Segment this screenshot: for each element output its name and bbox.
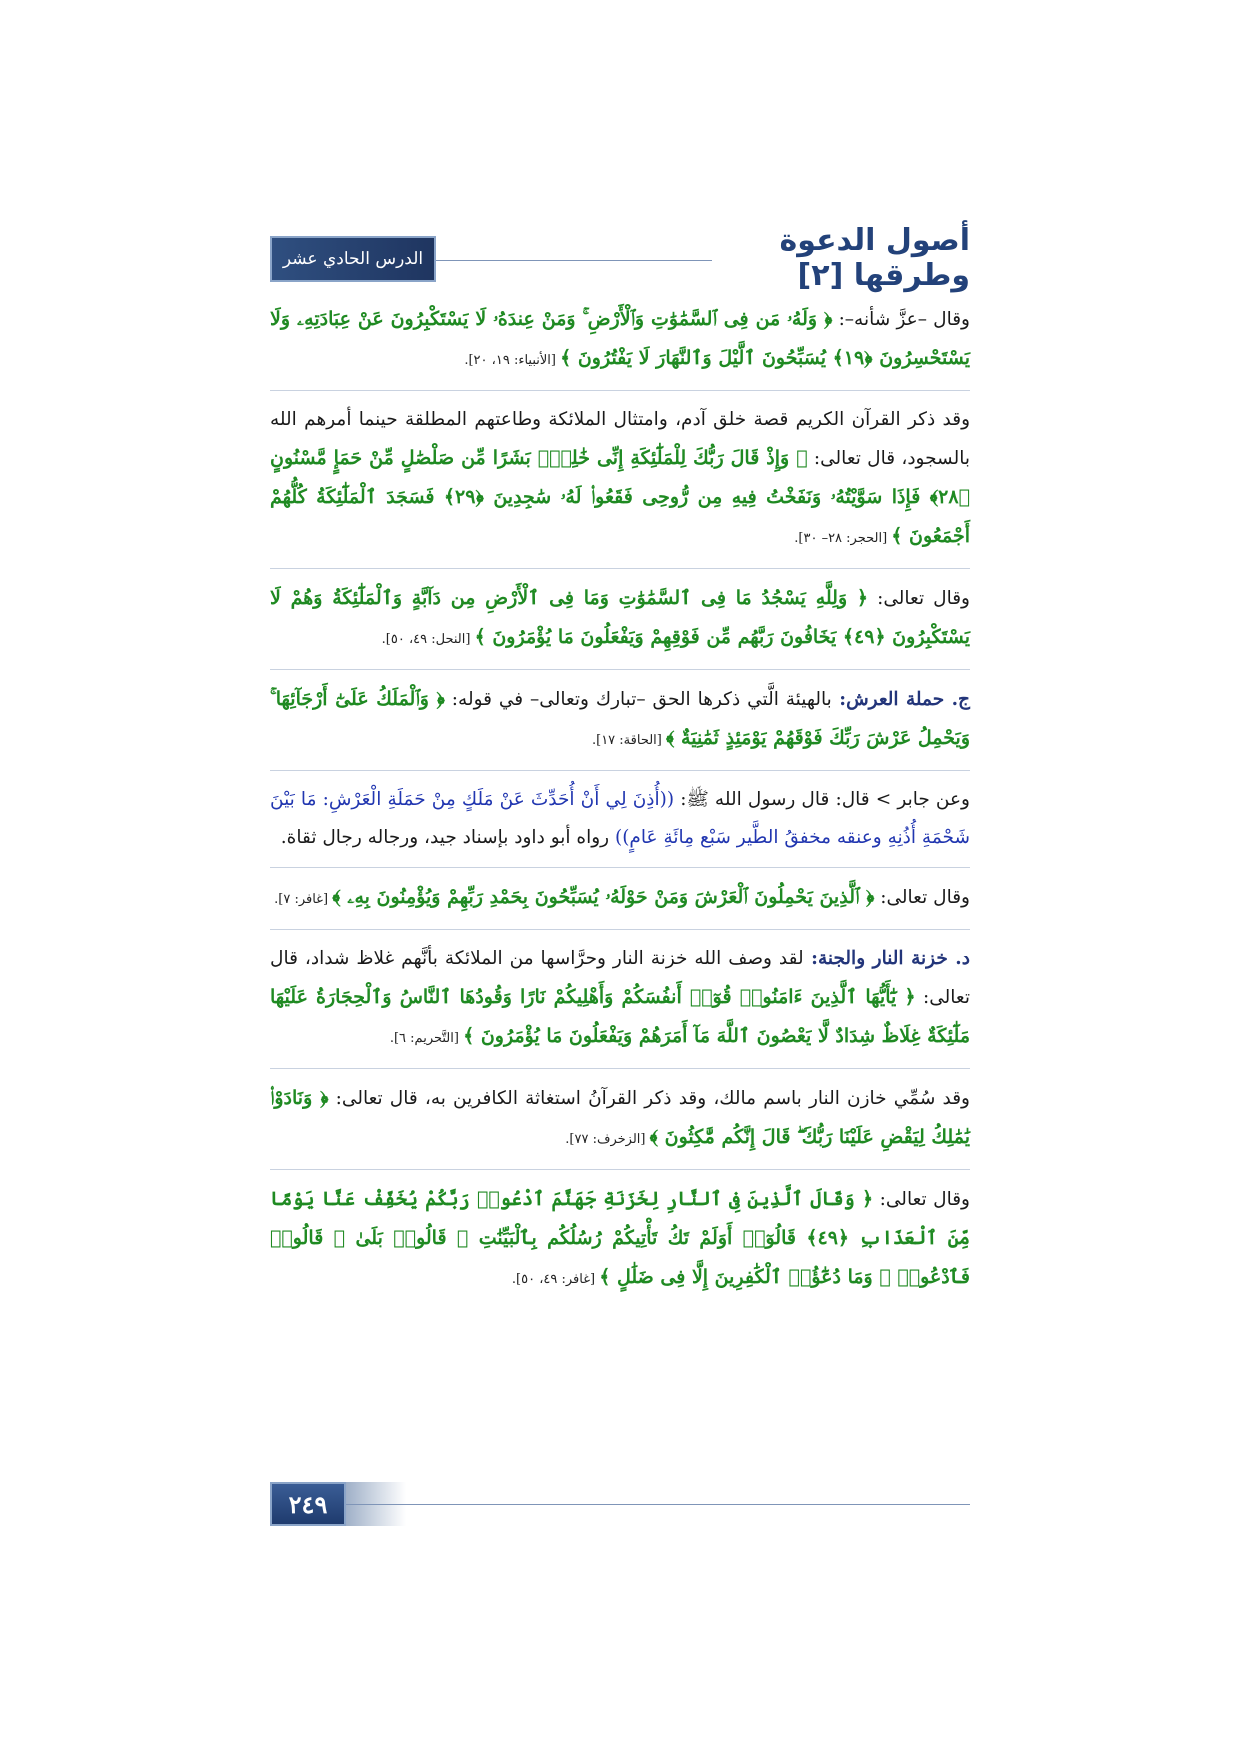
paragraph-text: لقد وصف الله خزنة النار وحرَّاسها من الملائكة بأنَّهم غلاظ شداد، قال تعالى:	[270, 948, 970, 1008]
quran-verse: ﴿ ٱلَّذِينَ يَحْمِلُونَ ٱلْعَرْشَ وَمَنْ حَوْلَهُۥ يُسَبِّحُونَ بِحَمْدِ رَبِّهِمْ وَيُؤْمِنُونَ بِهِۦ ﴾	[332, 886, 875, 908]
paragraph-malik	[270, 1068, 970, 1159]
paragraph-keepers	[270, 929, 970, 1058]
footer-divider	[346, 1504, 970, 1505]
paragraph-text: وقال تعالى:	[873, 1189, 970, 1210]
page-header	[270, 223, 970, 293]
page-footer	[270, 1480, 970, 1530]
page-number: ٢٤٩	[288, 1489, 328, 1519]
verse-reference: [الحاقة: ١٧].	[591, 733, 666, 748]
page-content	[270, 300, 970, 1309]
lesson-label: الدرس الحادي عشر	[282, 249, 424, 269]
quran-verse: ﴿ وَقَالَ ٱلَّذِينَ فِى ٱلنَّارِ لِخَزَنَةِ جَهَنَّمَ ٱدْعُوا۟ رَبَّكُمْ يُخَفِّفْ عَنَّا يَوْمًا مِّنَ ٱلْعَذَابِ ﴿٤٩﴾ قَالُوٓا۟ أَوَلَمْ تَكُ تَأْتِيكُمْ رُسُلُكُم بِٱلْبَيِّنَٰتِ ۖ قَالُوا۟ بَلَىٰ ۚ قَالُوا۟ فَٱدْعُوا۟ ۗ وَمَا دُعَٰٓؤُا۟ ٱلْكَٰفِرِينَ إِلَّا فِى ضَلَٰلٍ ﴾	[270, 1188, 971, 1288]
paragraph-anbiya	[270, 300, 970, 380]
verse-reference: [الأنبياء: ١٩، ٢٠].	[464, 353, 561, 368]
paragraph-text: وقال –عزَّ شأنه–:	[832, 309, 970, 330]
verse-reference: [الزخرف: ٧٧].	[565, 1132, 650, 1147]
page-number-box	[270, 1482, 346, 1526]
verse-reference: [الحجر: ٢٨– ٣٠].	[794, 531, 892, 546]
paragraph-ghafir-7	[270, 867, 970, 919]
quran-verse: ﴿ وَلَهُۥ مَن فِى ٱلسَّمَٰوَٰتِ وَٱلْأَرْضِ ۚ وَمَنْ عِندَهُۥ لَا يَسْتَكْبِرُونَ عَنْ عِبَادَتِهِۦ وَلَا يَسْتَحْسِرُونَ ﴿١٩﴾ يُسَبِّحُونَ ٱلَّيْلَ وَٱلنَّهَارَ لَا يَفْتُرُونَ ﴾	[270, 308, 970, 369]
quran-verse: ﴿ وَلِلَّهِ يَسْجُدُ مَا فِى ٱلسَّمَٰوَٰتِ وَمَا فِى ٱلْأَرْضِ مِن دَآبَّةٍ وَٱلْمَلَٰٓئِكَةُ وَهُمْ لَا يَسْتَكْبِرُونَ ﴿٤٩﴾ يَخَافُونَ رَبَّهُم مِّن فَوْقِهِمْ وَيَفْعَلُونَ مَا يُؤْمَرُونَ ﴾	[270, 587, 970, 648]
book-title: أصول الدعوة وطرقها [٢]	[779, 223, 970, 293]
paragraph-text: وقال تعالى:	[874, 887, 970, 908]
quran-verse: ﴿ وَنَادَوْا۟ يَٰمَٰلِكُ لِيَقْضِ عَلَيْنَا رَبُّكَ ۖ قَالَ إِنَّكُم مَّٰكِثُونَ ﴾	[270, 1087, 970, 1148]
paragraph-text: وعن جابر > قال: قال رسول الله ﷺ:	[674, 789, 970, 810]
section-heading: ج. حملة العرش:	[831, 689, 971, 710]
verse-reference: [غافر: ٧].	[274, 892, 333, 907]
paragraph-throne-bearers	[270, 669, 970, 760]
paragraph-nahl	[270, 568, 970, 659]
paragraph-text: وقال تعالى:	[868, 588, 970, 609]
section-heading: د. خزنة النار والجنة:	[803, 948, 970, 969]
hadith-text: ((أُذِنَ لِي أَنْ أُحَدِّثَ عَنْ مَلَكٍ مِنْ حَمَلَةِ الْعَرْشِ: مَا بَيْنَ شَحْمَةِ أُذُنِهِ وعنقه مخفقُ الطَّير سَبْع مِائَةِ عَامٍ))	[270, 789, 970, 848]
verse-reference: [التَّحريم: ٦].	[389, 1031, 464, 1046]
verse-reference: [غافر: ٤٩، ٥٠].	[511, 1272, 600, 1287]
paragraph-text: بالهيئة الَّتي ذكرها الحق –تبارك وتعالى– في قوله:	[444, 689, 832, 710]
header-divider	[436, 260, 712, 261]
verse-reference: [النحل: ٤٩، ٥٠].	[381, 632, 475, 647]
paragraph-hadith-jabir	[270, 770, 970, 857]
paragraph-text: وقد سُمِّي خازن النار باسم مالك، وقد ذكر القرآنُ استغاثة الكافرين به، قال تعالى:	[328, 1088, 970, 1109]
quran-verse: ﴿ وَإِذْ قَالَ رَبُّكَ لِلْمَلَٰٓئِكَةِ إِنِّى خَٰلِقٌۢ بَشَرًا مِّن صَلْصَٰلٍ مِّنْ حَمَإٍ مَّسْنُونٍ ﴿٢٨﴾ فَإِذَا سَوَّيْتُهُۥ وَنَفَخْتُ فِيهِ مِن رُّوحِى فَقَعُوا۟ لَهُۥ سَٰجِدِينَ ﴿٢٩﴾ فَسَجَدَ ٱلْمَلَٰٓئِكَةُ كُلُّهُمْ أَجْمَعُونَ ﴾	[270, 447, 970, 547]
paragraph-text: وقد ذكر القرآن الكريم قصة خلق آدم، وامتثال الملائكة وطاعتهم المطلقة حينما أمرهم الله بالسجود، قال تعالى:	[270, 409, 970, 469]
lesson-label-box	[270, 236, 436, 282]
paragraph-text: رواه أبو داود بإسناد جيد، ورجاله رجال ثقاة.	[280, 827, 615, 848]
paragraph-adam	[270, 390, 970, 558]
quran-verse: ﴿ وَٱلْمَلَكُ عَلَىٰٓ أَرْجَآئِهَا ۚ وَيَحْمِلُ عَرْشَ رَبِّكَ فَوْقَهُمْ يَوْمَئِذٍ ثَمَٰنِيَةٌ ﴾	[270, 688, 970, 749]
paragraph-ghafir-49	[270, 1169, 970, 1299]
quran-verse: ﴿ يَٰٓأَيُّهَا ٱلَّذِينَ ءَامَنُوا۟ قُوٓا۟ أَنفُسَكُمْ وَأَهْلِيكُمْ نَارًا وَقُودُهَا ٱلنَّاسُ وَٱلْحِجَارَةُ عَلَيْهَا مَلَٰٓئِكَةٌ غِلَاظٌ شِدَادٌ لَّا يَعْصُونَ ٱللَّهَ مَآ أَمَرَهُمْ وَيَفْعَلُونَ مَا يُؤْمَرُونَ ﴾	[270, 986, 970, 1047]
